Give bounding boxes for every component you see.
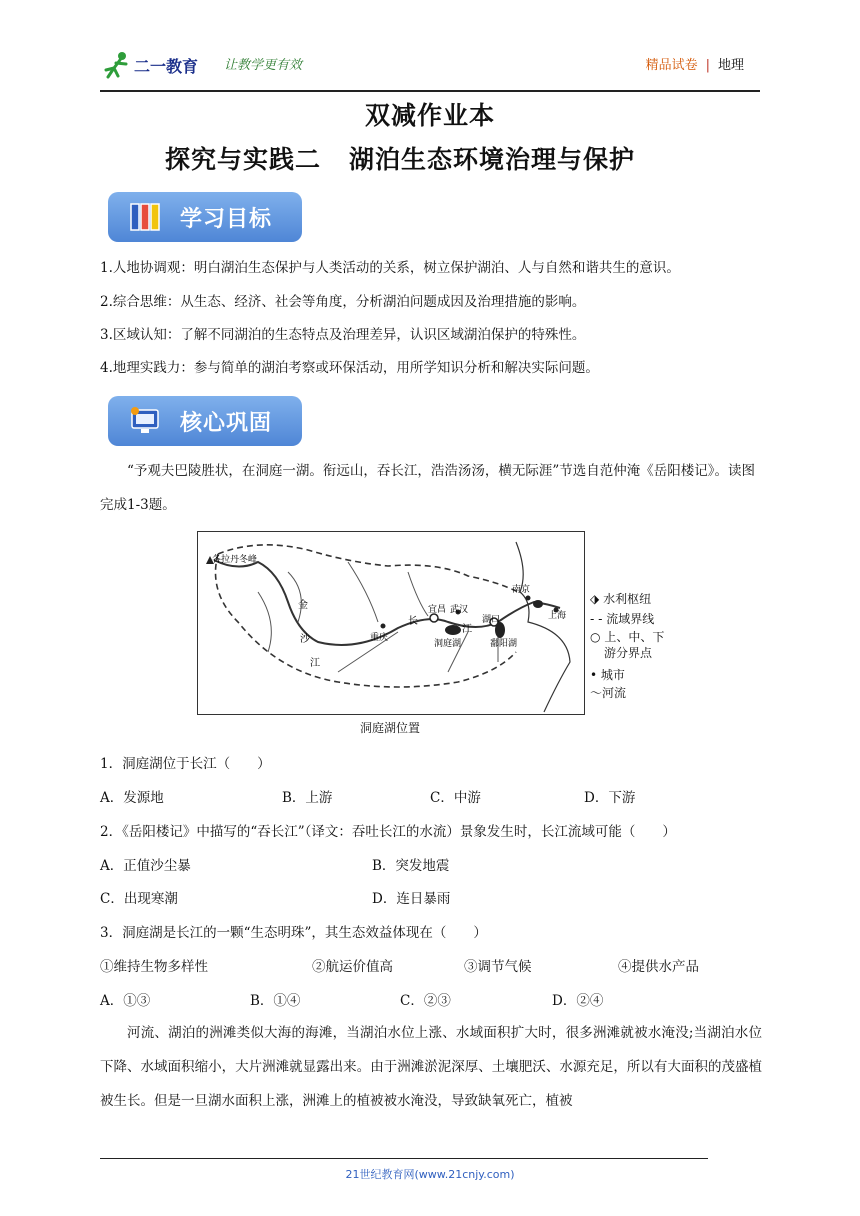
books-icon (128, 200, 162, 234)
map-label-peak: 各拉丹冬峰 (212, 555, 258, 565)
question-1-stem: 1．洞庭湖位于长江（ ） (100, 756, 271, 772)
q3-statement-1: ①维持生物多样性 (100, 959, 208, 975)
map-label-shanghai: 上海 (548, 611, 567, 621)
q3-option-a[interactable]: A．①③ (100, 993, 151, 1009)
question-2-stem: 2．《岳阳楼记》中描写的“吞长江”（译文：吞吐长江的水流）景象发生时，长江流域可能（ ） (100, 824, 676, 840)
dongting-lake-map (197, 531, 585, 715)
map-label-sha: 沙 (300, 634, 310, 645)
legend-river (590, 684, 626, 701)
question-3-statements (100, 955, 762, 975)
map-label-chongqing: 重庆 (370, 633, 389, 643)
legend-city-label: 城市 (600, 668, 625, 682)
city-nanjing (526, 596, 531, 601)
q3-option-b[interactable]: B．①④ (250, 993, 301, 1009)
computer-icon (128, 404, 162, 438)
map-label-poyang: 鄱阳湖 (490, 639, 518, 649)
map-label-yichang: 宜昌 (428, 605, 447, 615)
question-2-options-row1 (100, 854, 762, 874)
page-title: 双减作业本 (364, 101, 495, 130)
dot-icon: • (590, 668, 598, 682)
legend-division-label-1: 上、中、下 (604, 630, 665, 644)
map-label-hukou: 湖口 (482, 615, 501, 625)
logo-text: 二一教育 (134, 57, 199, 76)
map-label-jiang: 江 (310, 658, 320, 669)
page-header (100, 44, 760, 92)
map-label-jin: 金 (298, 600, 308, 611)
footer-divider (100, 1158, 708, 1159)
q3-statement-2: ②航运价值高 (312, 959, 393, 975)
map-caption: 洞庭湖位置 (359, 721, 420, 735)
subtitle-part2: 湖泊生态环境治理与保护 (349, 145, 636, 174)
q1-option-c[interactable]: C．中游 (430, 790, 481, 806)
hub-icon: ⬗ (590, 592, 600, 606)
runner-logo-icon (100, 50, 134, 80)
section-label: 学习目标 (180, 207, 273, 232)
q3-option-c[interactable]: C．②③ (400, 993, 451, 1009)
q3-option-d[interactable]: D．②④ (552, 993, 604, 1009)
subtitle-part1: 探究与实践二 (165, 145, 322, 174)
q3-statement-3: ③调节气候 (464, 959, 532, 975)
goal-2: 2.综合思维：从生态、经济、社会等角度，分析湖泊问题成因及治理措施的影响。 (100, 294, 586, 310)
subject-label: 地理 (717, 58, 744, 73)
legend-boundary (590, 610, 654, 627)
map-label-chang: 长 (408, 616, 418, 627)
legend-division (590, 628, 664, 645)
question-3-stem: 3．洞庭湖是长江的一颗“生态明珠”，其生态效益体现在（ ） (100, 925, 487, 941)
goal-4: 4.地理实践力：参与简单的湖泊考察或环保活动，用所学知识分析和解决实际问题。 (100, 360, 599, 376)
question-2-options-row2 (100, 887, 762, 907)
q1-option-b[interactable]: B．上游 (282, 790, 333, 806)
legend-boundary-label: 流域界线 (606, 612, 655, 626)
slogan: 让教学更有效 (224, 58, 303, 73)
map-label-wuhan: 武汉 (450, 605, 469, 615)
wave-line-icon: 〜 (590, 686, 603, 700)
coastline (516, 542, 570, 712)
section-learning-goals-badge (108, 192, 302, 242)
section-core-review-badge (108, 396, 302, 446)
legend-hub-label: 水利枢纽 (603, 592, 652, 606)
legend-hub (590, 590, 651, 607)
reading-passage: 河流、湖泊的洲滩类似大海的海滩，当湖泊水位上涨、水域面积扩大时，很多洲滩就被水淹没;当湖泊水位下降、水域面积缩小，大片洲滩就显露出来。由于洲滩淤泥深厚、土壤肥沃、水源充足，所以有大面积的茂盛植被生长。但是一旦湖水面积上涨，洲滩上的植被被水淹没，导致缺氧死亡，植被 (100, 1025, 762, 1109)
q2-option-c[interactable]: C．出现寒潮 (100, 891, 178, 907)
goal-3: 3.区域认知：了解不同湖泊的生态特点及治理差异，认识区域湖泊保护的特殊性。 (100, 327, 586, 343)
circle-marker-icon: ○ (590, 630, 601, 644)
logo (100, 50, 220, 78)
footer-text[interactable]: 21世纪教育网(www.21cnjy.com) (345, 1168, 515, 1181)
basin-boundary (216, 545, 519, 687)
city-chongqing (381, 624, 386, 629)
section-label: 核心巩固 (180, 411, 273, 436)
map-label-dongting: 洞庭湖 (434, 639, 462, 649)
dashed-line-icon: - - (590, 612, 607, 626)
q1-option-a[interactable]: A．发源地 (100, 790, 164, 806)
division-point-yichang (430, 614, 438, 622)
map-label-nanjing: 南京 (512, 585, 531, 595)
q2-option-b[interactable]: B．突发地震 (372, 858, 450, 874)
q2-option-a[interactable]: A．正值沙尘暴 (100, 858, 191, 874)
question-3-options (100, 989, 762, 1009)
dongting-lake-shape (445, 625, 461, 635)
legend-division-2: 游分界点 (604, 646, 653, 660)
page-subtitle (165, 140, 635, 176)
header-separator: | (705, 58, 710, 73)
intro-quote: “予观夫巴陵胜状，在洞庭一湖。衔远山，吞长江，浩浩汤汤，横无际涯”节选自范仲淹《岳阳楼记》。读图完成1-3题。 (100, 463, 756, 513)
header-right (646, 54, 744, 73)
q2-option-d[interactable]: D．连日暴雨 (372, 891, 451, 907)
question-1-options (100, 786, 762, 806)
map-svg (198, 532, 584, 714)
legend-city (590, 666, 625, 683)
map-label-jiang2: 江 (462, 624, 472, 635)
tai-lake-shape (533, 600, 543, 608)
goal-1: 1.人地协调观：明白湖泊生态保护与人类活动的关系，树立保护湖泊、人与自然和谐共生的意识。 (100, 260, 680, 276)
quality-tag: 精品试卷 (645, 58, 698, 73)
q1-option-d[interactable]: D．下游 (584, 790, 636, 806)
q3-statement-4: ④提供水产品 (618, 959, 699, 975)
legend-river-label: 河流 (602, 686, 627, 700)
